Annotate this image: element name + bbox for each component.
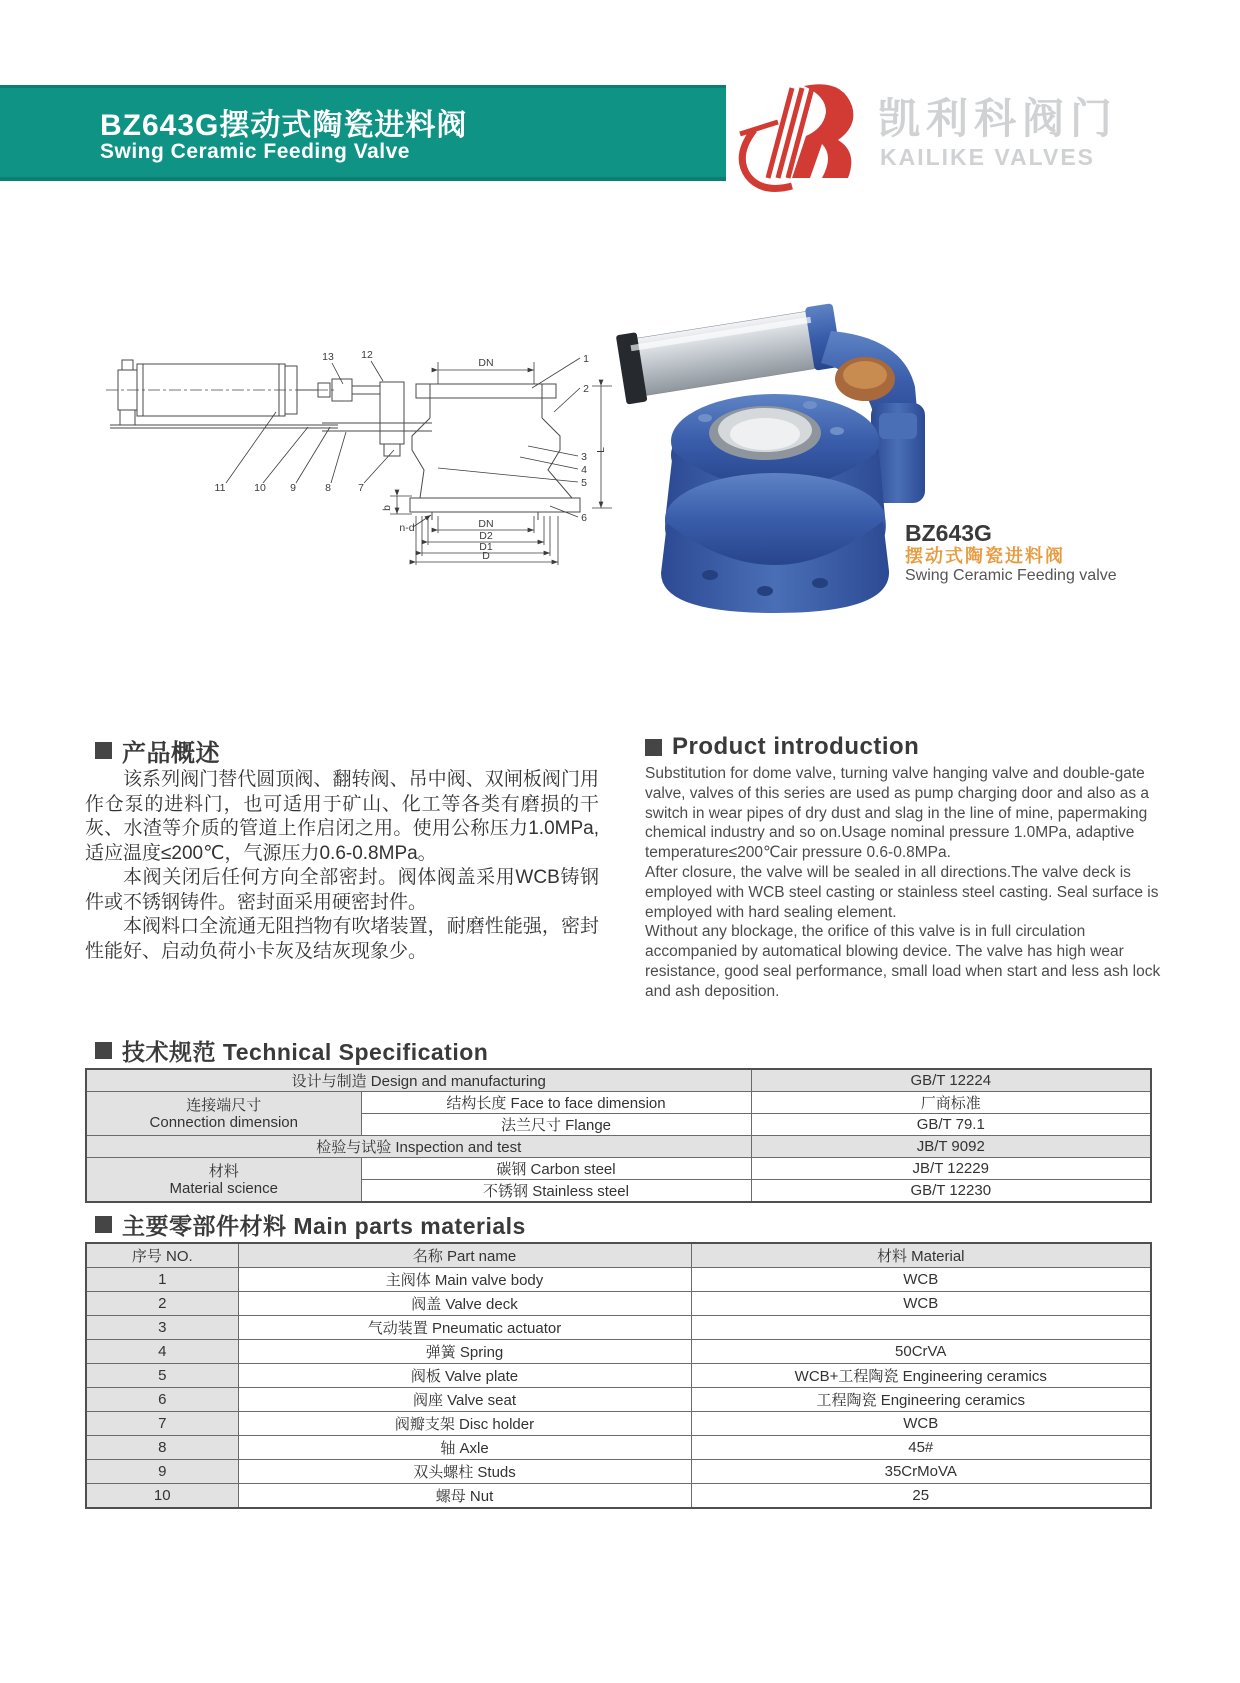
group-label-en: Connection dimension <box>149 1113 298 1131</box>
drawing-label: 1 <box>583 353 589 365</box>
cell-material: WCB <box>691 1412 1151 1436</box>
paragraph: Without any blockage, the orifice of this valve is in full circulation accompanied by automatical blowing device. The valve has high wear resistance, good seal performance, small load when start and less ash lock and ash deposition. <box>645 923 1161 1000</box>
cell-part-name: 弹簧 Spring <box>238 1340 691 1364</box>
header-banner <box>0 85 726 181</box>
photo-caption <box>905 520 1165 585</box>
group-label-en: Material science <box>169 1179 278 1197</box>
section-square-icon <box>645 739 662 756</box>
drawing-label: 13 <box>322 351 334 363</box>
paragraph: 该系列阀门替代圆顶阀、翻转阀、吊中阀、双闸板阀门用作仓泵的进料门，也可适用于矿山、化工等各类有磨损的干灰、水渣等介质的管道上作启闭之用。使用公称压力1.0MPa,适应温度≤200℃，气源压力0.6-0.8MPa。 <box>85 769 599 864</box>
section-heading-spec <box>95 1034 488 1067</box>
drawing-label: b <box>381 505 393 511</box>
spec-value: JB/T 12229 <box>751 1158 1151 1180</box>
group-label-cn: 连接端尺寸 <box>186 1096 262 1114</box>
section-heading-parts <box>95 1208 526 1241</box>
cell-part-name: 阀板 Valve plate <box>238 1364 691 1388</box>
section-heading-introduction-en <box>645 733 919 761</box>
paragraph: After closure, the valve will be sealed in all directions.The valve deck is employed with WCB steel casting or stainless steel casting. Seal surface is employed with hard sealing element. <box>645 863 1159 921</box>
caption-name-cn: 摆动式陶瓷进料阀 <box>905 546 1065 566</box>
logo-company-name-cn: 凯利科阀门 <box>878 95 1119 142</box>
cell-no: 1 <box>86 1268 238 1292</box>
table-row <box>86 1136 1151 1158</box>
cell-no: 8 <box>86 1436 238 1460</box>
section-heading-overview-cn <box>95 733 220 768</box>
cell-no: 2 <box>86 1292 238 1316</box>
table-row <box>86 1158 1151 1180</box>
drawing-label: 9 <box>290 482 296 494</box>
cell-part-name: 阀瓣支架 Disc holder <box>238 1412 691 1436</box>
cell-no: 5 <box>86 1364 238 1388</box>
spec-value: JB/T 9092 <box>751 1136 1151 1158</box>
table-header-row <box>86 1243 1151 1268</box>
cell-no: 10 <box>86 1484 238 1509</box>
valve-section <box>322 382 580 520</box>
parts-table-body <box>86 1268 1151 1509</box>
cell-part-name: 气动装置 Pneumatic actuator <box>238 1316 691 1340</box>
cell-material <box>691 1316 1151 1340</box>
dimension-lines <box>390 362 612 565</box>
overview-cn-text <box>85 768 599 964</box>
actuator-cylinder <box>616 301 843 404</box>
drawing-label: 3 <box>581 451 587 463</box>
cell-part-name: 螺母 Nut <box>238 1484 691 1509</box>
table-row <box>86 1292 1151 1316</box>
section-title: 主要零部件材料 Main parts materials <box>122 1213 526 1239</box>
cylinder-section <box>106 360 380 428</box>
drawing-labels <box>215 349 607 562</box>
table-row <box>86 1484 1151 1509</box>
cell-no: 9 <box>86 1460 238 1484</box>
cell-part-name: 轴 Axle <box>238 1436 691 1460</box>
table-row <box>86 1460 1151 1484</box>
spec-group <box>86 1092 361 1136</box>
valve-body <box>661 451 889 613</box>
drawing-label: 6 <box>581 512 587 524</box>
cell-material: WCB <box>691 1268 1151 1292</box>
section-square-icon <box>95 1042 112 1059</box>
cell-material: 45# <box>691 1436 1151 1460</box>
section-title: 产品概述 <box>122 740 220 767</box>
table-row <box>86 1436 1151 1460</box>
spec-group <box>86 1158 361 1203</box>
cell-part-name: 阀盖 Valve deck <box>238 1292 691 1316</box>
cell-material: 工程陶瓷 Engineering ceramics <box>691 1388 1151 1412</box>
table-row <box>86 1316 1151 1340</box>
spec-value: GB/T 12230 <box>751 1180 1151 1203</box>
table-row <box>86 1412 1151 1436</box>
cell-material: WCB+工程陶瓷 Engineering ceramics <box>691 1364 1151 1388</box>
paragraph: 本阀料口全流通无阻挡物有吹堵装置，耐磨性能强，密封性能好、启动负荷小卡灰及结灰现象少。 <box>85 916 599 962</box>
drawing-label: 8 <box>325 482 331 494</box>
drawing-label: 12 <box>361 349 373 361</box>
col-header-name: 名称 Part name <box>238 1243 691 1268</box>
drawing-label: D2 <box>479 530 493 542</box>
spec-label: 法兰尺寸 Flange <box>361 1114 751 1136</box>
cell-material: 50CrVA <box>691 1340 1151 1364</box>
drawing-label: 10 <box>254 482 266 494</box>
drawing-label: 4 <box>581 464 587 476</box>
drawing-label: DN <box>478 357 494 369</box>
table-row <box>86 1069 1151 1092</box>
drawing-label: 2 <box>583 383 589 395</box>
drawing-label: L <box>595 447 607 453</box>
kailike-logo-icon <box>726 78 876 198</box>
parts-table <box>85 1242 1150 1509</box>
spec-label: 不锈钢 Stainless steel <box>361 1180 751 1203</box>
spec-label: 碳钢 Carbon steel <box>361 1158 751 1180</box>
introduction-en-text <box>645 764 1165 1002</box>
paragraph: 本阀关闭后任何方向全部密封。阀体阀盖采用WCB铸钢件或不锈钢铸件。密封面采用硬密封件。 <box>85 867 599 913</box>
group-label-cn: 材料 <box>208 1162 239 1180</box>
table-row <box>86 1364 1151 1388</box>
table-row <box>86 1268 1151 1292</box>
spec-label: 设计与制造 Design and manufacturing <box>86 1069 751 1092</box>
page-title: BZ643G摆动式陶瓷进料阀 <box>100 109 468 142</box>
table-row <box>86 1388 1151 1412</box>
cell-no: 4 <box>86 1340 238 1364</box>
company-logo <box>726 78 1186 198</box>
section-title: Product introduction <box>672 733 920 760</box>
caption-model: BZ643G <box>905 520 992 546</box>
cell-no: 3 <box>86 1316 238 1340</box>
drawing-label: D <box>482 550 490 562</box>
drawing-label: n-d <box>399 522 415 534</box>
table-row <box>86 1092 1151 1114</box>
spec-label: 检验与试验 Inspection and test <box>86 1136 751 1158</box>
caption-name-en: Swing Ceramic Feeding valve <box>905 567 1117 584</box>
cell-material: WCB <box>691 1292 1151 1316</box>
cell-material: 35CrMoVA <box>691 1460 1151 1484</box>
spec-value: 厂商标准 <box>751 1092 1151 1114</box>
cell-part-name: 主阀体 Main valve body <box>238 1268 691 1292</box>
cell-material: 25 <box>691 1484 1151 1509</box>
spec-label: 结构长度 Face to face dimension <box>361 1092 751 1114</box>
cell-no: 6 <box>86 1388 238 1412</box>
spec-value: GB/T 12224 <box>751 1069 1151 1092</box>
paragraph: Substitution for dome valve, turning valve hanging valve and double-gate valve, valves of this series are used as pump charging door and also as a switch in wear pipes of dry dust and slag in the line of mine, papermaking chemical industry and so on.Usage nominal pressure 1.0MPa, adaptive temperature≤200℃air pressure 0.6-0.8MPa. <box>645 765 1150 862</box>
col-header-material: 材料 Material <box>691 1243 1151 1268</box>
drawing-label: DN <box>478 518 494 530</box>
drawing-label: 11 <box>214 482 226 494</box>
drawing-label: D1 <box>479 541 493 553</box>
section-square-icon <box>95 742 112 759</box>
section-title: 技术规范 Technical Specification <box>122 1039 489 1065</box>
technical-drawing <box>80 300 640 590</box>
spec-value: GB/T 79.1 <box>751 1114 1151 1136</box>
cell-part-name: 阀座 Valve seat <box>238 1388 691 1412</box>
drawing-label: 5 <box>581 477 587 489</box>
page-subtitle: Swing Ceramic Feeding Valve <box>100 140 410 163</box>
logo-company-name-en: KAILIKE VALVES <box>880 144 1095 170</box>
col-header-no: 序号 NO. <box>86 1243 238 1268</box>
spec-table <box>85 1068 1150 1203</box>
cell-no: 7 <box>86 1412 238 1436</box>
section-square-icon <box>95 1216 112 1233</box>
cell-part-name: 双头螺柱 Studs <box>238 1460 691 1484</box>
table-row <box>86 1340 1151 1364</box>
drawing-label: 7 <box>358 482 364 494</box>
